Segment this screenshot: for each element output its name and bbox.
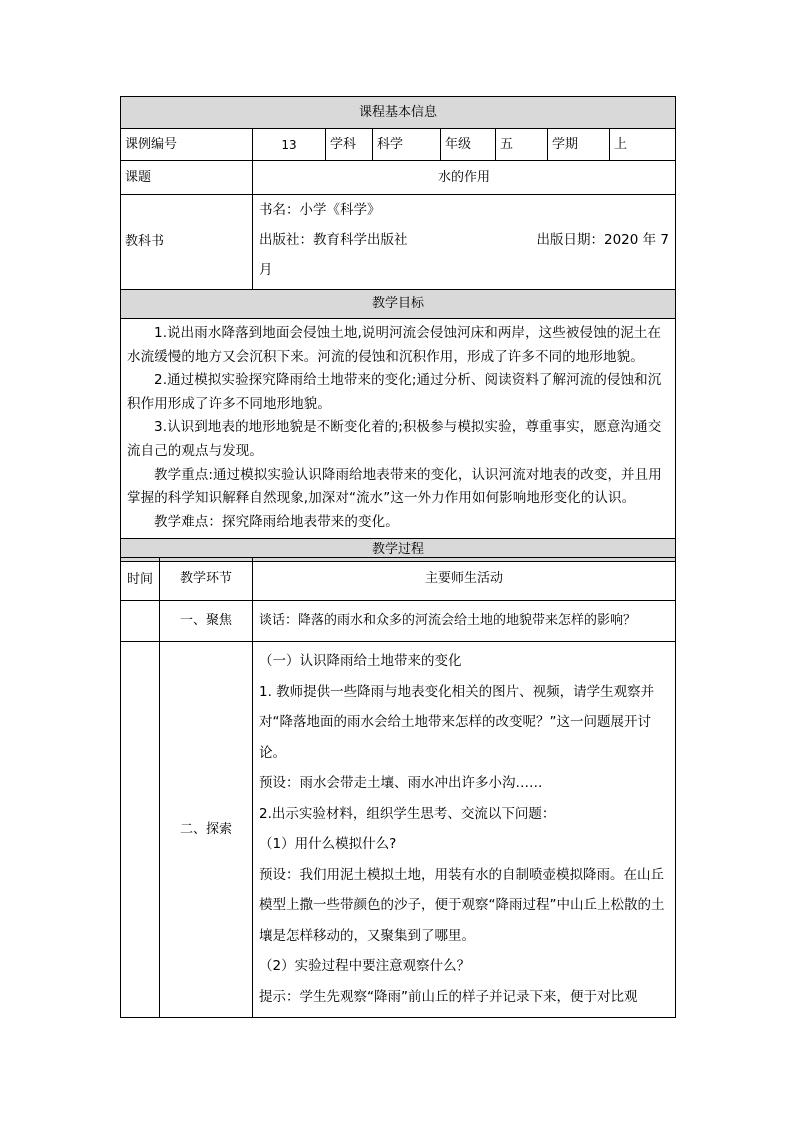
col-stage-header: 教学环节 bbox=[160, 558, 253, 601]
activity-line: （2）实验过程中要注意观察什么？ bbox=[259, 958, 471, 974]
case-number-label: 课例编号 bbox=[121, 129, 253, 161]
lesson-plan-page bbox=[120, 96, 675, 562]
activity-line: （1）用什么模拟什么? bbox=[259, 836, 397, 852]
textbook-details bbox=[253, 195, 676, 290]
section-header-goals: 教学目标 bbox=[121, 290, 676, 319]
process-table-wrapper bbox=[120, 557, 675, 1018]
col-activity-header: 主要师生活动 bbox=[253, 558, 676, 601]
book-name: 书名：小学《科学》 bbox=[259, 202, 381, 218]
term-value: 上 bbox=[610, 129, 676, 161]
stage1-time bbox=[121, 601, 160, 642]
goals-content bbox=[121, 319, 676, 539]
process-table bbox=[120, 557, 676, 1018]
goal-item: 1.说出雨水降落到地面会侵蚀土地,说明河流会侵蚀河床和两岸，这些被侵蚀的泥土在水流缓慢的地方又会沉积下来。河流的侵蚀和沉积作用，形成了许多不同的地形地貌。 bbox=[127, 325, 662, 365]
publisher-line bbox=[259, 225, 669, 255]
publish-date-tail: 月 bbox=[259, 262, 273, 278]
subject-label: 学科 bbox=[326, 129, 373, 161]
activity-line: 提示：学生先观察“降雨”前山丘的样子并记录下来，便于对比观 bbox=[259, 988, 638, 1005]
stage1-name: 一、聚焦 bbox=[160, 601, 253, 642]
activity-line: （一）认识降雨给土地带来的变化 bbox=[259, 653, 462, 669]
activity-line: 预设：我们用泥土模拟土地，用装有水的自制喷壶模拟降雨。在山丘模型上撒一些带颜色的沙子，便于观察“降雨过程”中山丘上松散的土壤是怎样移动的，又聚集到了哪里。 bbox=[259, 866, 665, 944]
publisher: 出版社：教育科学出版社 bbox=[259, 232, 408, 248]
goal-difficulty: 教学难点：探究降雨给地表带来的变化。 bbox=[154, 513, 399, 530]
grade-value: 五 bbox=[496, 129, 548, 161]
goal-item: 3.认识到地表的地形地貌是不断变化着的;积极参与模拟实验，尊重事实，愿意沟通交流自己的观点与发现。 bbox=[127, 419, 662, 459]
goal-key-point: 教学重点:通过模拟实验认识降雨给地表带来的变化，认识河流对地表的改变，并且用掌握的科学知识解释自然现象,加深对“流水”这一外力作用如何影响地形变化的认识。 bbox=[127, 466, 662, 507]
goal-item: 2.通过模拟实验探究降雨给土地带来的变化;通过分析、阅读资料了解河流的侵蚀和沉积作用形成了许多不同地形地貌。 bbox=[127, 372, 662, 412]
term-label: 学期 bbox=[548, 129, 610, 161]
subject-value: 科学 bbox=[373, 129, 441, 161]
topic-value: 水的作用 bbox=[253, 161, 676, 195]
section-header-process: 教学过程 bbox=[121, 539, 676, 562]
activity-line: 1. 教师提供一些降雨与地表变化相关的图片、视频，请学生观察并对“降落地面的雨水会给土地带来怎样的改变呢？”这一问题展开讨论。 bbox=[259, 683, 655, 761]
col-time-header: 时间 bbox=[121, 558, 160, 601]
activity-line: 预设：雨水会带走土壤、雨水冲出许多小沟…… bbox=[259, 775, 543, 791]
stage1-activity: 谈话：降落的雨水和众多的河流会给土地的地貌带来怎样的影响？ bbox=[253, 601, 676, 642]
stage2-activity bbox=[253, 642, 676, 1018]
stage2-time bbox=[121, 642, 160, 1018]
case-number-value: 13 bbox=[253, 129, 326, 161]
activity-line: 2.出示实验材料，组织学生思考、交流以下问题： bbox=[259, 805, 556, 822]
publish-date: 出版日期：2020 年 7 bbox=[536, 232, 670, 248]
stage2-name: 二、探索 bbox=[160, 642, 253, 1018]
section-header-basic-info: 课程基本信息 bbox=[121, 97, 676, 129]
textbook-label: 教科书 bbox=[121, 195, 253, 290]
topic-label: 课题 bbox=[121, 161, 253, 195]
grade-label: 年级 bbox=[441, 129, 496, 161]
lesson-plan-table bbox=[120, 96, 676, 562]
